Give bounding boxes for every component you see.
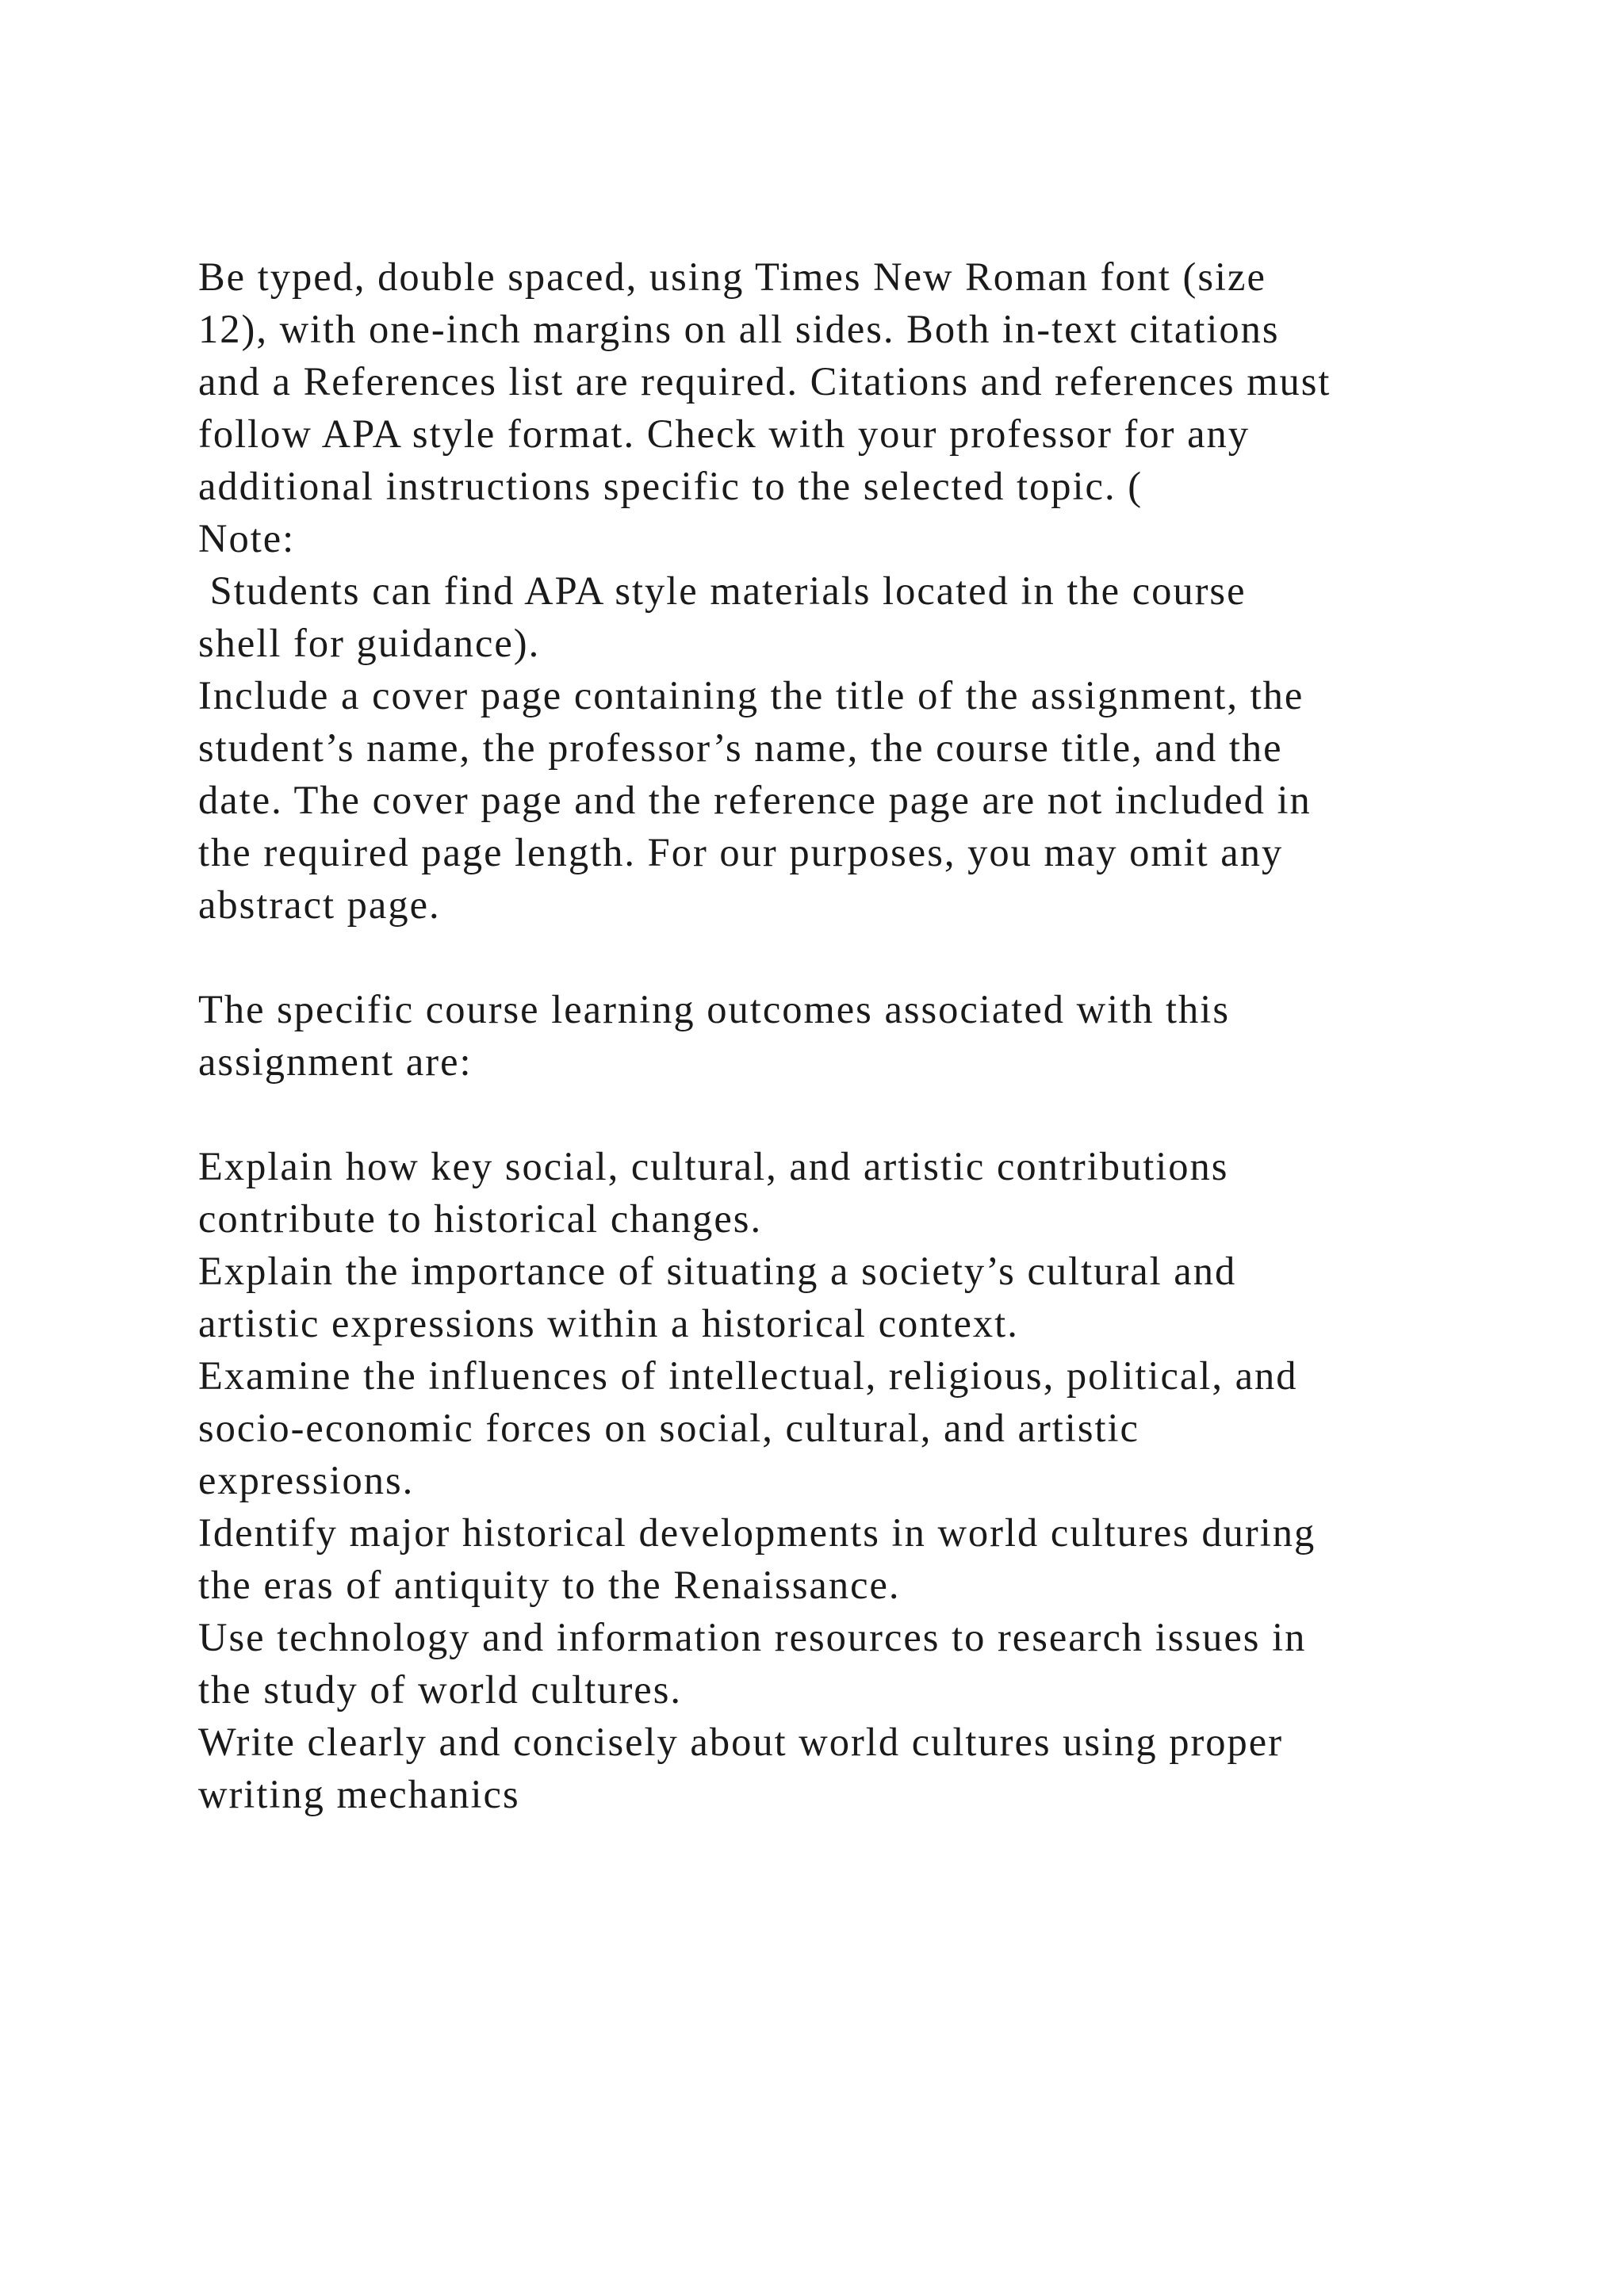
paragraph-outcomes-list (198, 1140, 1483, 1820)
paragraph-spacer (198, 931, 1483, 983)
paragraph-outcomes-intro (198, 983, 1483, 1088)
text-line: Explain the importance of situating a society’s cultural and (198, 1249, 1237, 1293)
text-line: student’s name, the professor’s name, the course title, and the (198, 725, 1283, 770)
text-line: Students can find APA style materials located in the course (198, 568, 1247, 613)
text-line: Examine the influences of intellectual, religious, political, and (198, 1353, 1298, 1398)
text-line: expressions. (198, 1458, 415, 1502)
text-line: artistic expressions within a historical context. (198, 1301, 1019, 1345)
text-line: and a References list are required. Citations and references must (198, 359, 1331, 404)
text-line: writing mechanics (198, 1772, 520, 1816)
text-line: shell for guidance). (198, 621, 541, 665)
text-line: the required page length. For our purposes, you may omit any (198, 830, 1284, 874)
document-body (198, 251, 1483, 1820)
text-line: date. The cover page and the reference page are not included in (198, 778, 1312, 822)
paragraph-formatting-requirements (198, 251, 1483, 931)
text-line: Identify major historical developments in world cultures during (198, 1510, 1316, 1555)
text-line: follow APA style format. Check with your professor for any (198, 411, 1250, 456)
note-label: Note: (198, 516, 296, 561)
text-line: abstract page. (198, 882, 441, 927)
paragraph-spacer (198, 1088, 1483, 1140)
text-line: contribute to historical changes. (198, 1196, 763, 1241)
text-line: Use technology and information resources to research issues in (198, 1615, 1307, 1659)
text-line: socio-economic forces on social, cultural, and artistic (198, 1406, 1139, 1450)
text-line: Write clearly and concisely about world cultures using proper (198, 1720, 1284, 1764)
text-line: Include a cover page containing the title of the assignment, the (198, 673, 1304, 718)
text-line: Be typed, double spaced, using Times New Roman font (size (198, 254, 1266, 299)
text-line: the study of world cultures. (198, 1667, 682, 1712)
text-line: Explain how key social, cultural, and artistic contributions (198, 1144, 1229, 1188)
text-line: assignment are: (198, 1039, 473, 1084)
text-line: 12), with one-inch margins on all sides. Both in-text citations (198, 307, 1280, 351)
text-line: the eras of antiquity to the Renaissance. (198, 1563, 901, 1607)
text-line: The specific course learning outcomes associated with this (198, 987, 1230, 1031)
text-line: additional instructions specific to the selected topic. ( (198, 464, 1143, 508)
